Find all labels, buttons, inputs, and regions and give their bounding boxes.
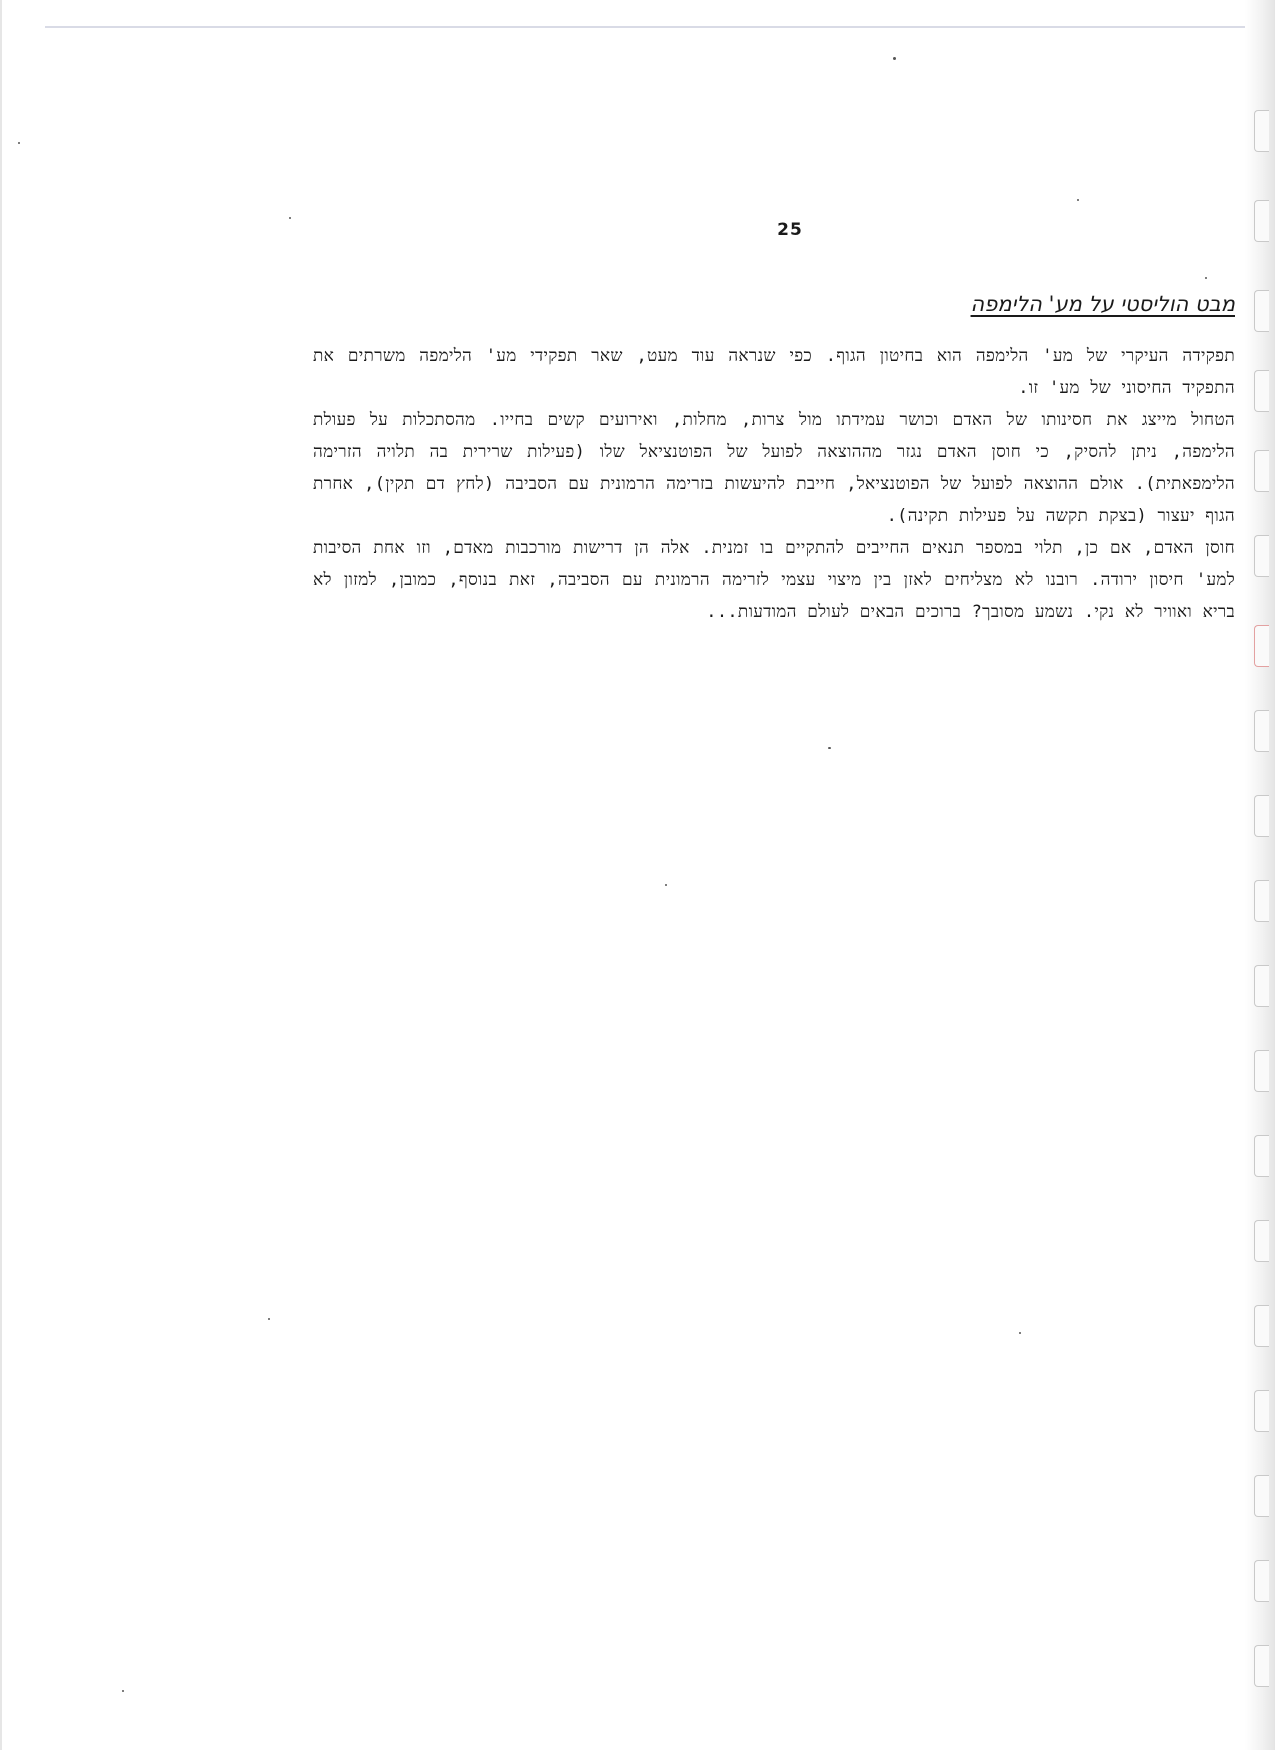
binding-notch — [1254, 1050, 1269, 1092]
body-text — [313, 340, 1235, 628]
binding-edge — [1245, 0, 1275, 1750]
binding-notch — [1254, 1220, 1269, 1262]
binding-notch — [1254, 1390, 1269, 1432]
scan-speck — [893, 57, 896, 60]
binding-notch — [1254, 1475, 1269, 1517]
binding-notch — [1254, 200, 1269, 242]
scan-speck — [1077, 199, 1079, 201]
binding-notch — [1254, 1305, 1269, 1347]
page-number: 25 — [777, 220, 803, 240]
binding-notch — [1254, 290, 1269, 332]
scan-speck — [122, 1690, 124, 1692]
binding-notch — [1254, 965, 1269, 1007]
binding-notch — [1254, 110, 1269, 152]
paragraph: תפקידה העיקרי של מע' הלימפה הוא בחיטון הגוף. כפי שנראה עוד מעט, שאר תפקידי מע' הלימפה משרתים את התפקיד החיסוני של מע' זו. — [313, 346, 1235, 398]
scan-speck — [289, 217, 291, 219]
binding-notch — [1254, 1645, 1269, 1687]
binding-notch — [1254, 1560, 1269, 1602]
scan-speck — [268, 1318, 270, 1320]
paragraph: הטחול מייצג את חסינותו של האדם וכושר עמידתו מול צרות, מחלות, ואירועים קשים בחייו. מהסתכלות על פעולת הלימפה, ניתן להסיק, כי חוסן האדם נגזר מההוצאה לפועל של הפוטנציאל שלו (פעילות שרירית בה תלויה הזרימה הלימפאתית). אולם ההוצאה לפועל של הפוטנציאל, חייבת להיעשות בזרימה הרמונית עם הסביבה (לחץ דם תקין), אחרת הגוף יעצור (בצקת תקשה על פעילות תקינה). — [313, 410, 1235, 526]
binding-notch — [1254, 625, 1269, 667]
scan-speck — [1205, 277, 1207, 279]
binding-notch — [1254, 795, 1269, 837]
binding-notch — [1254, 450, 1269, 492]
scan-speck — [665, 884, 667, 886]
paragraph: חוסן האדם, אם כן, תלוי במספר תנאים החייבים להתקיים בו זמנית. אלה הן דרישות מורכבות מאדם, וזו אחת הסיבות למע' חיסון ירודה. רובנו לא מצליחים לאזן בין מיצוי עצמי לזרימה הרמונית עם הסביבה, זאת בנוסף, כמובן, למזון לא בריא ואוויר לא נקי. נשמע מסובך? ברוכים הבאים לעולם המודעות... — [313, 538, 1235, 622]
binding-notch — [1254, 535, 1269, 577]
section-heading: מבט הוליסטי על מע' הלימפה — [970, 292, 1235, 316]
binding-notch — [1254, 370, 1269, 412]
scan-speck — [18, 142, 20, 144]
scan-speck — [828, 747, 831, 749]
scan-left-shadow — [0, 0, 2, 1750]
scan-speck — [1019, 1332, 1021, 1334]
scan-top-shadow — [45, 26, 1245, 28]
binding-notch — [1254, 880, 1269, 922]
binding-notch — [1254, 1135, 1269, 1177]
binding-notch — [1254, 710, 1269, 752]
